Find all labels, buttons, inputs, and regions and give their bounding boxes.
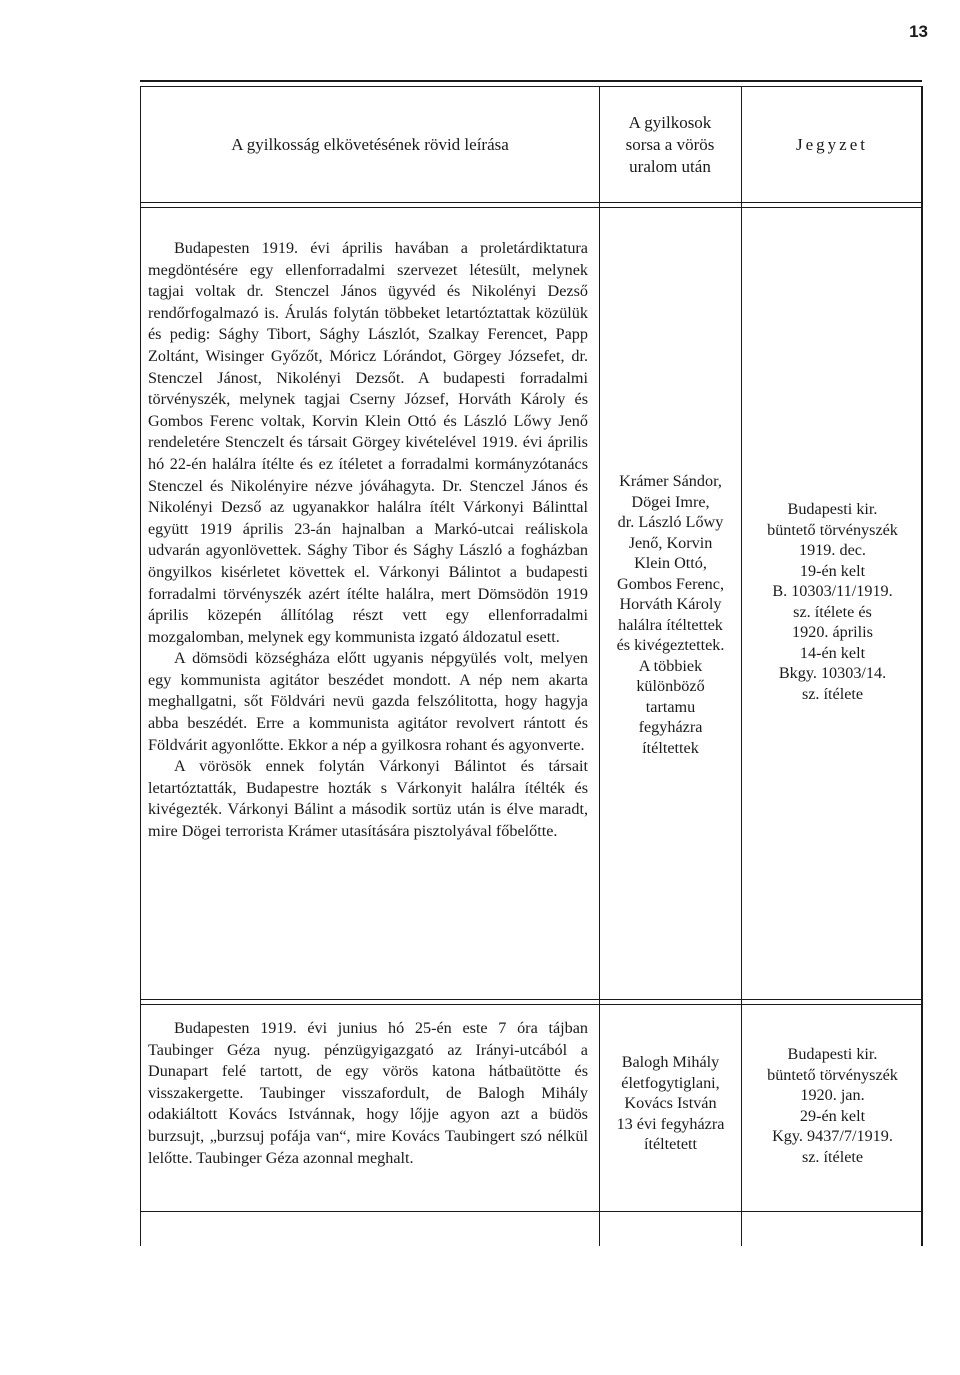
entry-1-fate: Krámer Sándor, Dögei Imre, dr. László Lőwy Jenő, Korvin Klein Ottó, Gombos Ferenc, Horváth Károly halálra ítéltettek és kivégeztettek. A többiek különböző tartamu fegyházra ítéltettek — [616, 472, 725, 757]
page-number: 13 — [909, 22, 928, 41]
row-divider-rule-thin — [140, 1004, 922, 1005]
entry-1-paragraph-3: A vörösök ennek folytán Várkonyi Bálintot és társait letartóztatták, Budapestre hozták s Várkonyit halálra ítélték és kivégezték. Várkonyi Bálint a második sortüz után is élve maradt, mire Dögei terrorista Krámer utasítására pisztolyával főbelőtte. — [148, 757, 588, 841]
table-top-rule — [140, 80, 922, 82]
table-bottom-rule — [140, 1211, 922, 1212]
header-bottom-rule — [140, 202, 922, 203]
header-description: A gyilkosság elkövetésének rövid leírása — [231, 135, 509, 154]
entry-1-paragraph-1: Budapesten 1919. évi április havában a proletárdiktatura megdöntésére egy ellenforradalmi szervezet létesült, melynek tagjai voltak dr. Stenczel János ügyvéd és Nikolényi Dezső rendőrfogalmazó is. Árulás folytán többeket letartóztattak közülük és pedig: Sághy Tibort, Sághy Lászlót, Szalkay Ferencet, Papp Zoltánt, Wisinger Győzőt, Móricz Lórándot, Görgey Józsefet, dr. Stenczel Jánost, Nikolényi Dezsőt. A budapesti forradalmi törvényszék, melynek tagjai Cserny József, Horváth Károly és Gombos Ferenc voltak, Korvin Klein Ottó és László Lőwy Jenő rendeletére Stenczelt és társait Görgey kivételével 1919. évi április hó 22-én halálra ítélte és ez ítéletet a forradalmi kormányzótanács Stenczel és Nikolényire nézve jóváhagyta. Dr. Stenczel János és Nikolényi Dezső az ugyanakkor halálra ítélt Várkonyi Bálinttal együtt 1919 április 23-án hajnalban a Markó-utcai reáliskola udvarán agyonlövettek. Sághy Tibor és Sághy László a fogházban öngyilkos kisérletet követtek el. Várkonyi Bálintot a budapesti forradalmi törvényszék azért ítélte halálra, mert Dömsödön 1919 április közepén állítólag részt vett egy ellenforradalmi mozgalomban, melynek egy kommunista izgató áldozatul esett. — [148, 239, 588, 646]
entry-2-description — [148, 1018, 588, 1169]
column-line-right — [921, 86, 923, 1246]
entry-2-paragraph-1: Budapesten 1919. évi junius hó 25-én este 7 óra tájban Taubinger Géza nyug. pénzügyigazgató az Irányi-utcából a Dunapart felé tartott, de egy vörös katona hátbaütötte és visszakergette. Taubinger visszafordult, de Balogh Mihály odakiáltott Kovács Istvánnak, hogy lőjje agyon azt a büdös burzsujt, „burzsuj pofája van“, mire Kovács Taubingert szó nélkül lelőtte. Taubinger Géza azonnal meghalt. — [148, 1019, 588, 1167]
row-divider-rule — [140, 999, 922, 1000]
entry-1-description — [148, 238, 588, 843]
header-note: Jegyzet — [796, 135, 868, 154]
entry-1-paragraph-2: A dömsödi községháza előtt ugyanis népgyülés volt, melyen egy kommunista agitátor beszédet mondott. A nép nem akarta meghallgatni, sőt Földvári nevü gazda felszólitotta, hogy hagyja abba beszédét. Erre a kommunista agitátor revolvert rántott és Földvárit agyonlőtte. Ekkor a nép a gyilkosra rohant és agyonverte. — [148, 649, 588, 754]
table-top-rule-thin — [140, 86, 922, 87]
header-fate: A gyilkosok sorsa a vörös uralom után — [625, 113, 715, 176]
entry-2-fate: Balogh Mihály életfogytiglani, Kovács István 13 évi fegyházra ítéltetett — [616, 1053, 725, 1153]
entry-1-note: Budapesti kir. büntető törvényszék 1919. dec. 19-én kelt B. 10303/11/1919. sz. ítélete és 1920. április 14-én kelt Bkgy. 10303/14. sz. ítélete — [767, 500, 898, 703]
column-line-fate-note — [741, 86, 742, 1246]
column-line-left — [140, 86, 141, 1246]
header-bottom-rule-thin — [140, 207, 922, 208]
entry-2-note: Budapesti kir. büntető törvényszék 1920. jan. 29-én kelt Kgy. 9437/7/1919. sz. ítélete — [767, 1045, 898, 1166]
